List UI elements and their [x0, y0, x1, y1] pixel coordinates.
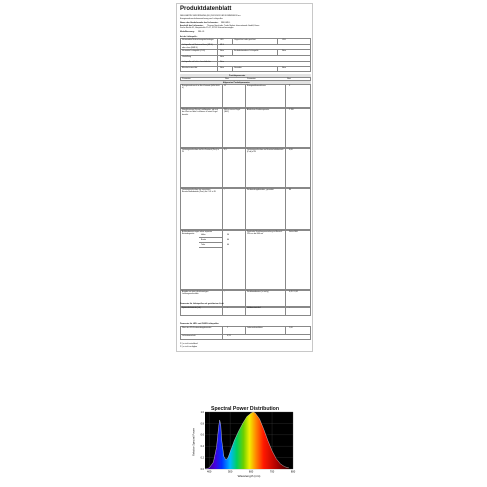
beam-angle-label: Halbwertswinkel [247, 307, 261, 309]
dimension-divider [199, 242, 222, 243]
general-row-label: Leistungsaufnahme im Ein-Zustand (Pon) in W [182, 149, 219, 154]
lumen-maintenance-label: Lichtstromerhalt [182, 335, 196, 337]
survival-value: 1,00 [289, 327, 293, 329]
dimension-divider [199, 237, 222, 238]
beam-angle-value: – [289, 307, 291, 309]
general-row-value-2: 0,45 / 0,41 [289, 291, 298, 293]
chart-y-label: Relative Spectral Power [192, 428, 196, 456]
general-col-divider [245, 230, 246, 290]
general-col-divider [285, 188, 286, 230]
sheet-title: Produktdatenblatt [180, 6, 232, 12]
y-tick-label: 0.6 [200, 433, 204, 437]
general-row-label-2: Ähnlichste Farbtemperatur [247, 109, 270, 111]
spectral-power-chart [185, 402, 301, 479]
general-col-divider [245, 84, 246, 108]
type-row-value: MLS [220, 44, 224, 47]
type-row-value: LED [220, 38, 224, 41]
type-row-value-2: UGL [282, 38, 286, 41]
supplier-address-value: Thomas Sonnhofer, Trade Stylmic Internationale GmbH, Hans- [207, 24, 260, 27]
type-row-value-2: Nein [282, 50, 286, 53]
type-row-value: Nein [220, 50, 224, 53]
general-row-value-2: 2.700 [289, 109, 294, 111]
general-row-label: Angabe zu einer gleichwertigen Leistungsaufnahme [182, 291, 209, 296]
general-row-label: Nutzlichtstrom (Φnutz) mit Angabe, ob sich der Wert auf den Lichtstrom in einer Kugel bezieht [182, 109, 218, 116]
type-row-label: Lichtquelle mit Netzanschluss (MLS) oder ohne (NMLS) [182, 44, 213, 49]
general-col-divider [245, 108, 246, 148]
dimension-label: Breite [201, 239, 206, 241]
general-row-value: 900 in einem Kugel (360°) [224, 109, 241, 114]
dimension-value: 96 [227, 234, 230, 236]
peak-intensity-value: – [227, 307, 229, 309]
general-col-divider [285, 148, 286, 188]
params-col-1: Parameter [182, 78, 191, 80]
general-row-value: – [224, 189, 226, 191]
dimension-value: 60 [227, 239, 230, 241]
general-row-value-2: 80 [289, 189, 292, 191]
general-row-value: – [224, 291, 226, 293]
general-col-divider [285, 84, 286, 108]
light-source-type-heading: Art der Lichtquelle: [180, 35, 198, 38]
params-col-3: Parameter [247, 78, 256, 80]
type-row-label: Umhüllung [182, 55, 192, 58]
general-row-label-2: Farbwiedergabeindex, gerundet [247, 189, 274, 191]
general-row-value-2: F [289, 85, 291, 87]
peak-intensity-label: Spitzenlichtstärke (cd) [182, 307, 201, 309]
general-col-divider [245, 188, 246, 230]
dimension-divider [199, 247, 222, 248]
general-col-divider [222, 84, 223, 108]
type-row-value-2: Nein [282, 67, 286, 70]
type-row-value: Nein [220, 61, 224, 64]
x-tick-label: 500 [227, 470, 233, 474]
params-heading: Produktparameter [229, 74, 246, 77]
general-row-label-2: Farbkoordinaten (x und y) [247, 291, 269, 293]
type-row-label-2: Ungerichtet oder gerichtet [234, 38, 256, 41]
general-col-divider [222, 108, 223, 148]
type-row-label: Verwendete Beleuchtungstechnologie [182, 38, 214, 41]
product-data-sheet [176, 3, 313, 352]
y-tick-label: 1.0 [200, 410, 204, 414]
type-row-label: Vernetzte Lichtquelle (CLS) [182, 50, 206, 53]
regulation-line-2: Energieverbrauchskennzeichnung von Lichtquellen [180, 17, 223, 20]
general-row-value: 11 [224, 85, 226, 87]
type-row-label: Lichtquelle mit hoher Leuchtdichte [182, 61, 211, 64]
y-tick-label: 0.8 [200, 422, 204, 426]
regulation-line-1: DELEGIERTE VERORDNUNG (EU) 2019/2015 DER KOMMISSION zur [180, 15, 241, 17]
general-row-label-2: Leistungsaufnahme im Bereitschaftsbetrieb (Psb) in W [247, 149, 284, 154]
type-col-divider [277, 66, 278, 72]
dimension-value: 60 [227, 244, 230, 246]
led-oled-heading: Parameter für LED- und OLED-Lichtquellen [180, 323, 219, 325]
general-col-divider [285, 230, 286, 290]
supplier-address-label: Anschrift des Lieferanten: [180, 24, 204, 27]
type-row-value: Nein [220, 55, 224, 58]
y-tick-label: 0.4 [200, 445, 204, 449]
x-tick-label: 700 [269, 470, 275, 474]
r9-value: 1 [227, 327, 229, 329]
y-tick-label: 0.0 [200, 467, 204, 471]
type-row-label-2: Farbabstimmbare Lichtquelle [234, 50, 259, 53]
supplier-name-value: RELUMILL [221, 21, 231, 24]
dimension-label: Höhe [201, 234, 206, 236]
general-col-divider [222, 230, 223, 290]
dimension-label: Tiefe [201, 244, 206, 246]
type-row-label: Blendschutzschild [182, 67, 198, 70]
type-row-value: Nein [220, 67, 224, 70]
footnote-2: P²) = nicht verfügbar [180, 345, 198, 348]
x-tick-label: 400 [207, 470, 212, 474]
general-row-label: Energieverbrauch im Ein-Zustand (kWh/1000 h) [182, 85, 220, 90]
type-row-label-2: Dimmbar [234, 67, 242, 70]
supplier-address-value-2: Sachs-Straße 41, Hauptstraße 15-17, 91743 Unterschwaningen [180, 27, 234, 29]
directional-heading: Parameter für Lichtquellen mit gerichtetem Licht [180, 303, 224, 305]
general-row-label: Leistungsaufnahme im vernetzten Bereitschaftsbetrieb (Pnet) für CLS in W [182, 189, 216, 194]
x-tick-label: 800 [290, 470, 296, 474]
survival-label: Lebensdauerfaktor [247, 327, 263, 329]
supplier-name-label: Name oder Handelsmarke des Lieferanten: [180, 21, 219, 24]
params-col-2: Wert [225, 78, 229, 80]
params-col-4: Wert [287, 78, 291, 80]
general-col-divider [222, 148, 223, 188]
lumen-maintenance-value: 0,93 [227, 335, 231, 337]
general-row-value-2: Siehe Bild [289, 231, 298, 233]
general-heading: Allgemeine Produktparameter [223, 81, 250, 84]
general-col-divider [222, 188, 223, 230]
type-col-divider [232, 66, 233, 72]
general-row-label: Außenabmessungen ohne separate Betriebsgeräte [182, 231, 213, 236]
general-row-value-2: 0,00 [289, 149, 293, 151]
general-col-divider [285, 108, 286, 148]
general-row-label-2: Spektrale Strahlungsverteilung im Bereich 250 nm bis 800 nm [247, 231, 283, 236]
type-col-divider [217, 66, 218, 72]
x-tick-label: 600 [248, 470, 254, 474]
footnote-1: P¹) = nicht zutreffend [180, 342, 198, 345]
general-row-label-2: Energieeffizienzklasse [247, 85, 266, 87]
chart-x-label: Wavelength (nm) [237, 474, 261, 478]
chart-title: Spectral Power Distribution [210, 406, 280, 412]
r9-label: Wert des R9-Farbwiedergabeindex [182, 327, 212, 329]
general-col-divider [245, 148, 246, 188]
general-row-value: 9,9 [224, 149, 227, 151]
model-value: REL-01 [198, 31, 205, 33]
model-label: Modellkennung: [180, 31, 195, 33]
y-tick-label: 0.2 [200, 456, 204, 460]
